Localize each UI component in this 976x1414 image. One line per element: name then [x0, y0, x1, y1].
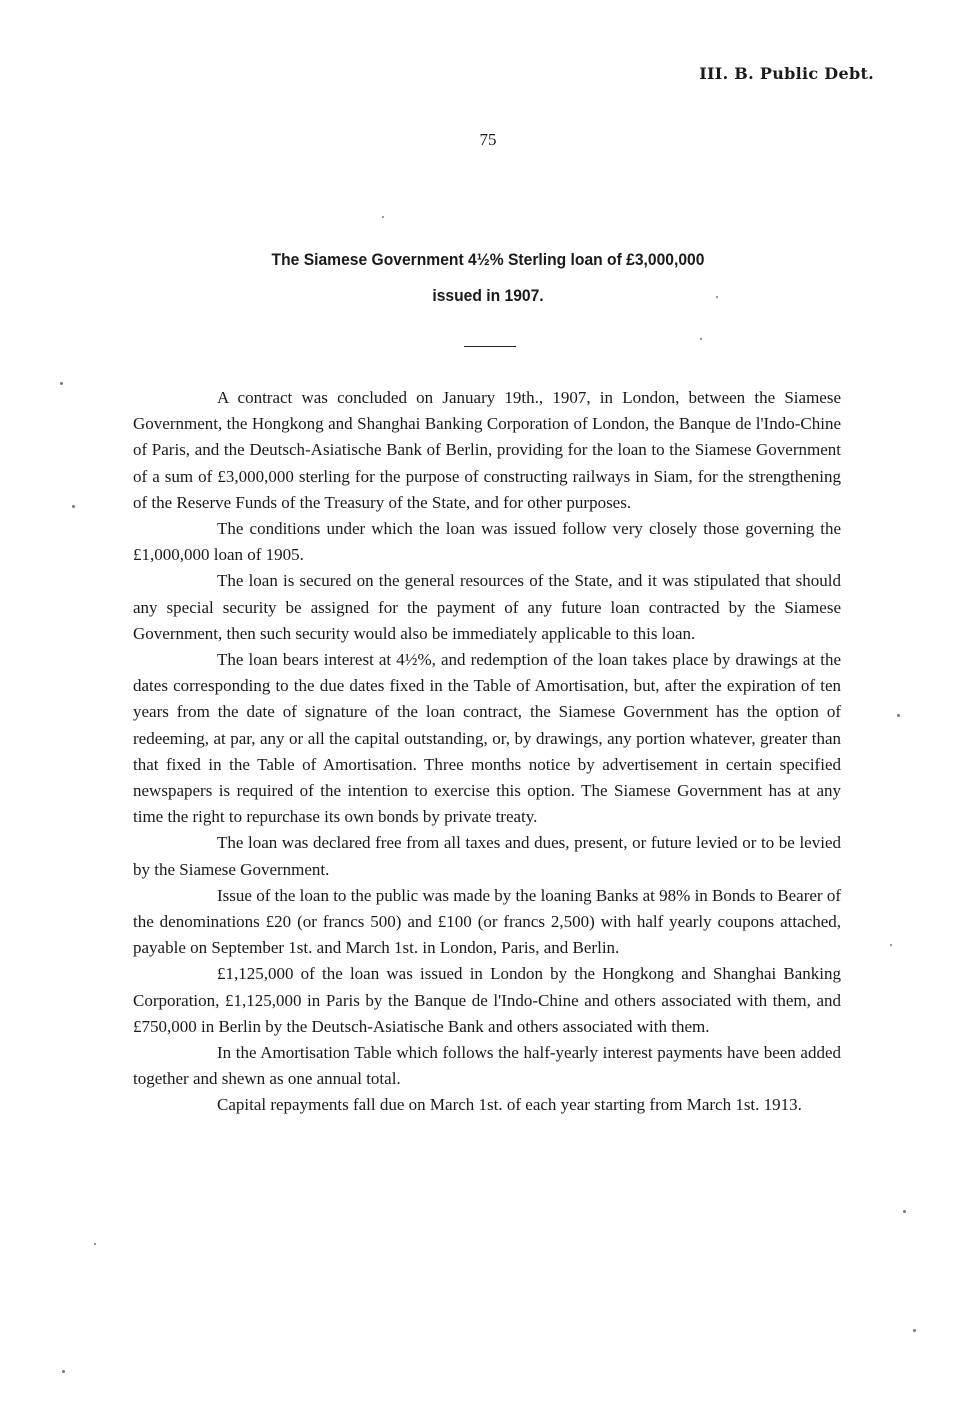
scan-speck [897, 714, 900, 717]
scan-speck [382, 216, 384, 218]
page-number: 75 [479, 130, 497, 149]
paragraph: The loan was declared free from all taxes and dues, present, or future levied or to be levied by the Siamese Government. [133, 833, 841, 879]
paragraph: £1,125,000 of the loan was issued in London by the Hongkong and Shanghai Banking Corporation, £1,125,000 in Paris by the Banque de l'Indo-Chine and others associated with them, and £750,000 in Berlin by the Deutsch-Asiatische Bank and others associated with them. [133, 964, 841, 1036]
scan-speck [72, 505, 75, 508]
paragraph: Issue of the loan to the public was made by the loaning Banks at 98% in Bonds to Bearer of the denominations £20 (or francs 500) and £100 (or francs 2,500) with half yearly coupons attached, payable on September 1st. and March 1st. in London, Paris, and Berlin. [133, 885, 841, 958]
scan-speck [903, 1210, 906, 1213]
paragraph: Capital repayments fall due on March 1st. of each year starting from March 1st. 1913. [217, 1095, 802, 1115]
title-divider [464, 346, 516, 347]
paragraph: The loan is secured on the general resources of the State, and it was stipulated that should any special security be assigned for the payment of any future loan contracted by the Siamese Government, then such security would also be immediately applicable to this loan. [133, 571, 841, 643]
scan-speck [890, 944, 892, 946]
document-title [39, 242, 937, 314]
scan-speck [60, 382, 63, 385]
paragraph: A contract was concluded on January 19th., 1907, in London, between the Siamese Government, the Hongkong and Shanghai Banking Corporation of London, the Banque de l'Indo-Chine of Paris, and the Deutsch-Asiatische Bank of Berlin, providing for the loan to the Siamese Government of a sum of £3,000,000 sterling for the purpose of constructing railways in Siam, for the strengthening of the Reserve Funds of the Treasury of the State, and for other purposes. [133, 388, 841, 512]
scan-speck [716, 296, 718, 298]
scan-speck [700, 338, 702, 340]
paragraph: The conditions under which the loan was issued follow very closely those governing the £1,000,000 loan of 1905. [133, 519, 841, 565]
scan-speck [913, 1329, 916, 1332]
title-line-2: issued in 1907. [432, 286, 544, 305]
running-head: III. B. Public Debt. [699, 64, 874, 83]
paragraph: In the Amortisation Table which follows the half-yearly interest payments have been added together and shewn as one annual total. [133, 1043, 841, 1089]
title-line-1: The Siamese Government 4½% Sterling loan of £3,000,000 [271, 250, 705, 269]
body-text [133, 385, 841, 1119]
paragraph: The loan bears interest at 4½%, and redemption of the loan takes place by drawings at the dates corresponding to the due dates fixed in the Table of Amortisation, but, after the expiration of ten years from the date of signature of the loan contract, the Siamese Government has the option of redeeming, at par, any or all the capital outstanding, or, by drawings, any portion whatever, greater than that fixed in the Table of Amortisation. Three months notice by advertisement in certain specified newspapers is required of the intention to exercise this option. The Siamese Government has at any time the right to repurchase its own bonds by private treaty. [133, 650, 841, 827]
scan-speck [94, 1243, 96, 1245]
scan-speck [62, 1370, 65, 1373]
